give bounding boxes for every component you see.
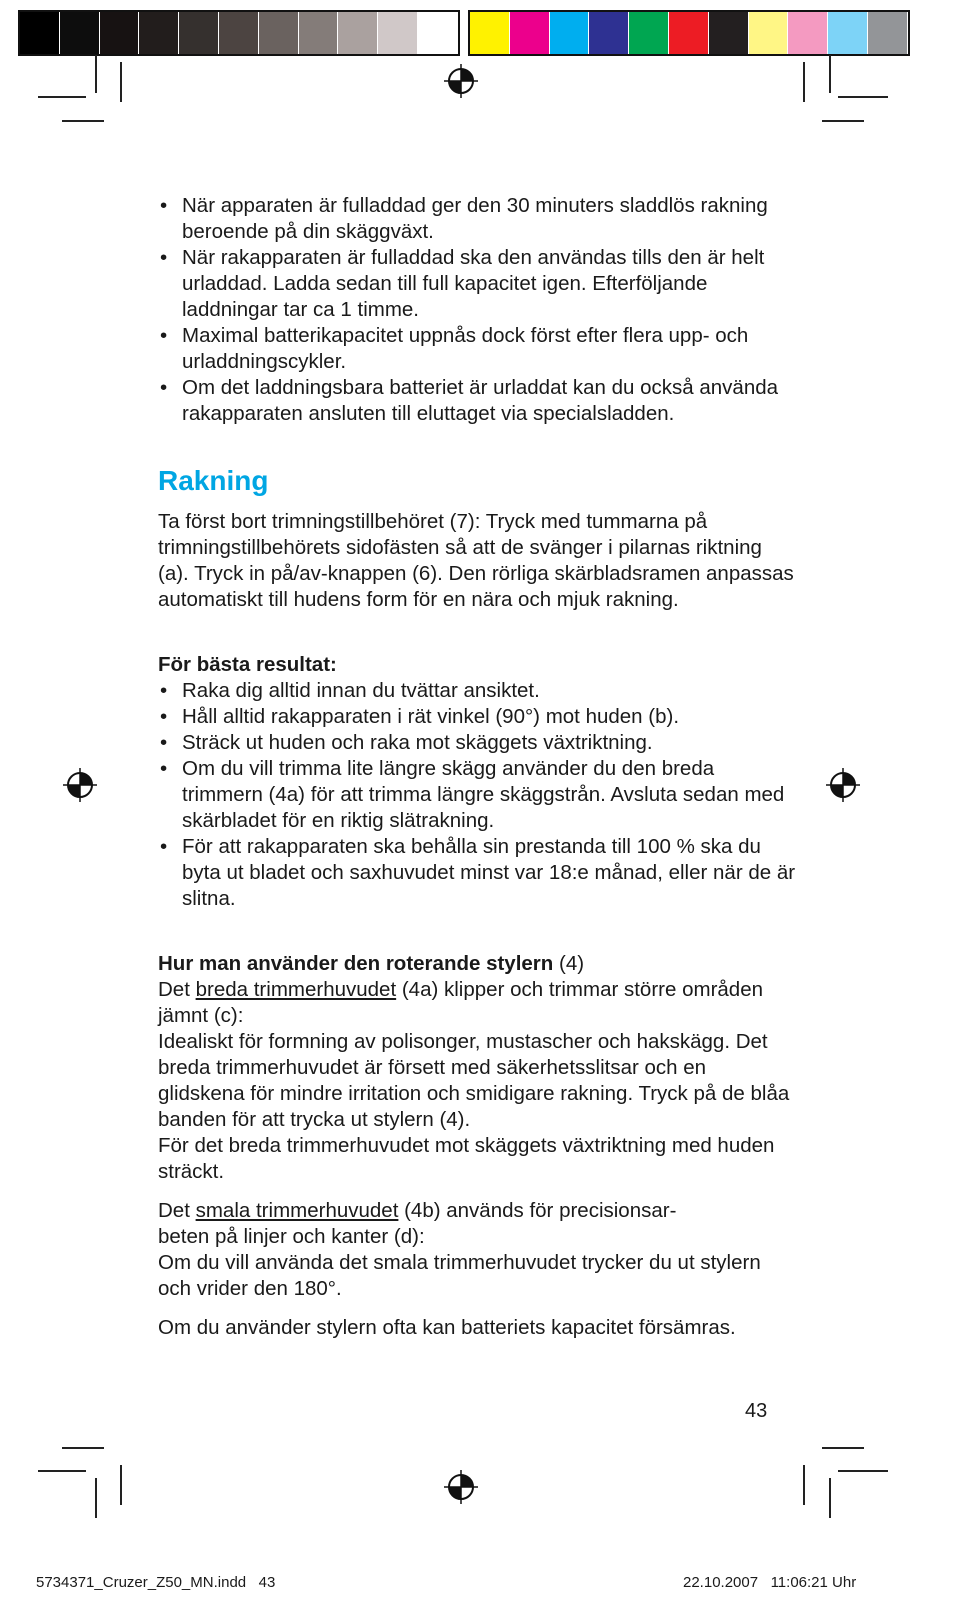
best-results-title: För bästa resultat: xyxy=(158,653,337,676)
best-results-item: • Håll alltid rakapparaten i rät vinkel (90°) mot huden (b). xyxy=(158,704,798,730)
registration-mark-top-icon xyxy=(444,64,478,98)
wide-trimmer-direction: För det breda trimmerhuvudet mot skäggets växtriktning med huden sträckt. xyxy=(158,1134,775,1183)
narrow-trimmer-line xyxy=(158,1198,798,1224)
calibration-bar-frame xyxy=(468,10,910,56)
registration-mark-bottom-icon xyxy=(444,1470,478,1504)
page-number: 43 xyxy=(745,1400,768,1422)
best-results-item: • Raka dig alltid innan du tvättar ansiktet. xyxy=(158,678,798,704)
wide-trimmer-term: breda trimmerhuvudet xyxy=(195,978,397,1001)
narrow-suffix: (4b) används för precisionsar- xyxy=(398,1199,677,1222)
registration-mark-right-icon xyxy=(826,768,860,802)
footer-file-info: 5734371_Cruzer_Z50_MN.indd 43 xyxy=(36,1574,276,1591)
battery-note: Om du använder stylern ofta kan batteriets kapacitet försämras. xyxy=(158,1316,736,1339)
wide-trimmer-line xyxy=(158,977,798,1029)
narrow-suffix-continued: beten på linjer och kanter (d): xyxy=(158,1225,425,1248)
best-results-item: • För att rakapparaten ska behålla sin prestanda till 100 % ska du byta ut bladet och saxhuvudet minst var 18:e månad, eller när de är slitna. xyxy=(158,834,798,912)
narrow-trimmer-description: Om du vill använda det smala trimmerhuvudet trycker du ut stylern och vrider den 180°. xyxy=(158,1251,761,1300)
charging-note-item: • När rakapparaten är fulladdad ska den användas tills den är helt urladdad. Ladda sedan till full kapacitet igen. Efterföljande laddningar tar ca 1 timme. xyxy=(158,245,798,323)
wide-suffix: (4a) klipper och trimmar större områden jämnt (c): xyxy=(158,978,763,1027)
manual-page-content xyxy=(158,193,798,1341)
footer-timestamp: 22.10.2007 11:06:21 Uhr xyxy=(683,1574,857,1591)
shaving-intro-paragraph: Ta först bort trimningstillbehöret (7): Tryck med tummarna på trimningstillbehörets sidofästen så att de svänger i pilarnas riktning (a). Tryck in på/av-knappen (6). Den rörliga skärbladsramen anpassas automatiskt till hudens form för en nära och mjuk rakning. xyxy=(158,510,794,611)
calibration-bar-frame xyxy=(18,10,460,56)
narrow-prefix: Det xyxy=(158,1199,196,1222)
styler-title xyxy=(158,951,798,977)
section-heading: Rakning xyxy=(158,465,269,496)
charging-note-item: • Maximal batterikapacitet uppnås dock först efter flera upp- och urladdningscykler. xyxy=(158,323,798,375)
styler-title-text: Hur man använder den roterande stylern xyxy=(158,952,554,975)
best-results-item: • Sträck ut huden och raka mot skäggets växtriktning. xyxy=(158,730,798,756)
charging-notes-list xyxy=(158,193,798,427)
wide-trimmer-description: Idealiskt för formning av polisonger, mustascher och hakskägg. Det breda trimmerhuvudet är försett med säkerhetsslitsar och en glidskena för mindre irritation och smidigare rakning. Tryck på de blåa banden för att trycka ut stylern (4). xyxy=(158,1030,790,1131)
registration-mark-left-icon xyxy=(63,768,97,802)
best-results-list xyxy=(158,678,798,912)
best-results-item: • Om du vill trimma lite längre skägg använder du den breda trimmern (4a) för att trimma längre skäggstrån. Avsluta sedan med skärbladet för en riktig slätrakning. xyxy=(158,756,798,834)
narrow-trimmer-term: smala trimmerhuvudet xyxy=(195,1199,399,1222)
wide-prefix: Det xyxy=(158,978,196,1001)
charging-note-item: • Om det laddningsbara batteriet är urladdat kan du också använda rakapparaten ansluten till eluttaget via specialsladden. xyxy=(158,375,798,427)
styler-title-ref: (4) xyxy=(553,952,585,975)
charging-note-item: • När apparaten är fulladdad ger den 30 minuters sladdlös rakning beroende på din skäggväxt. xyxy=(158,193,798,245)
